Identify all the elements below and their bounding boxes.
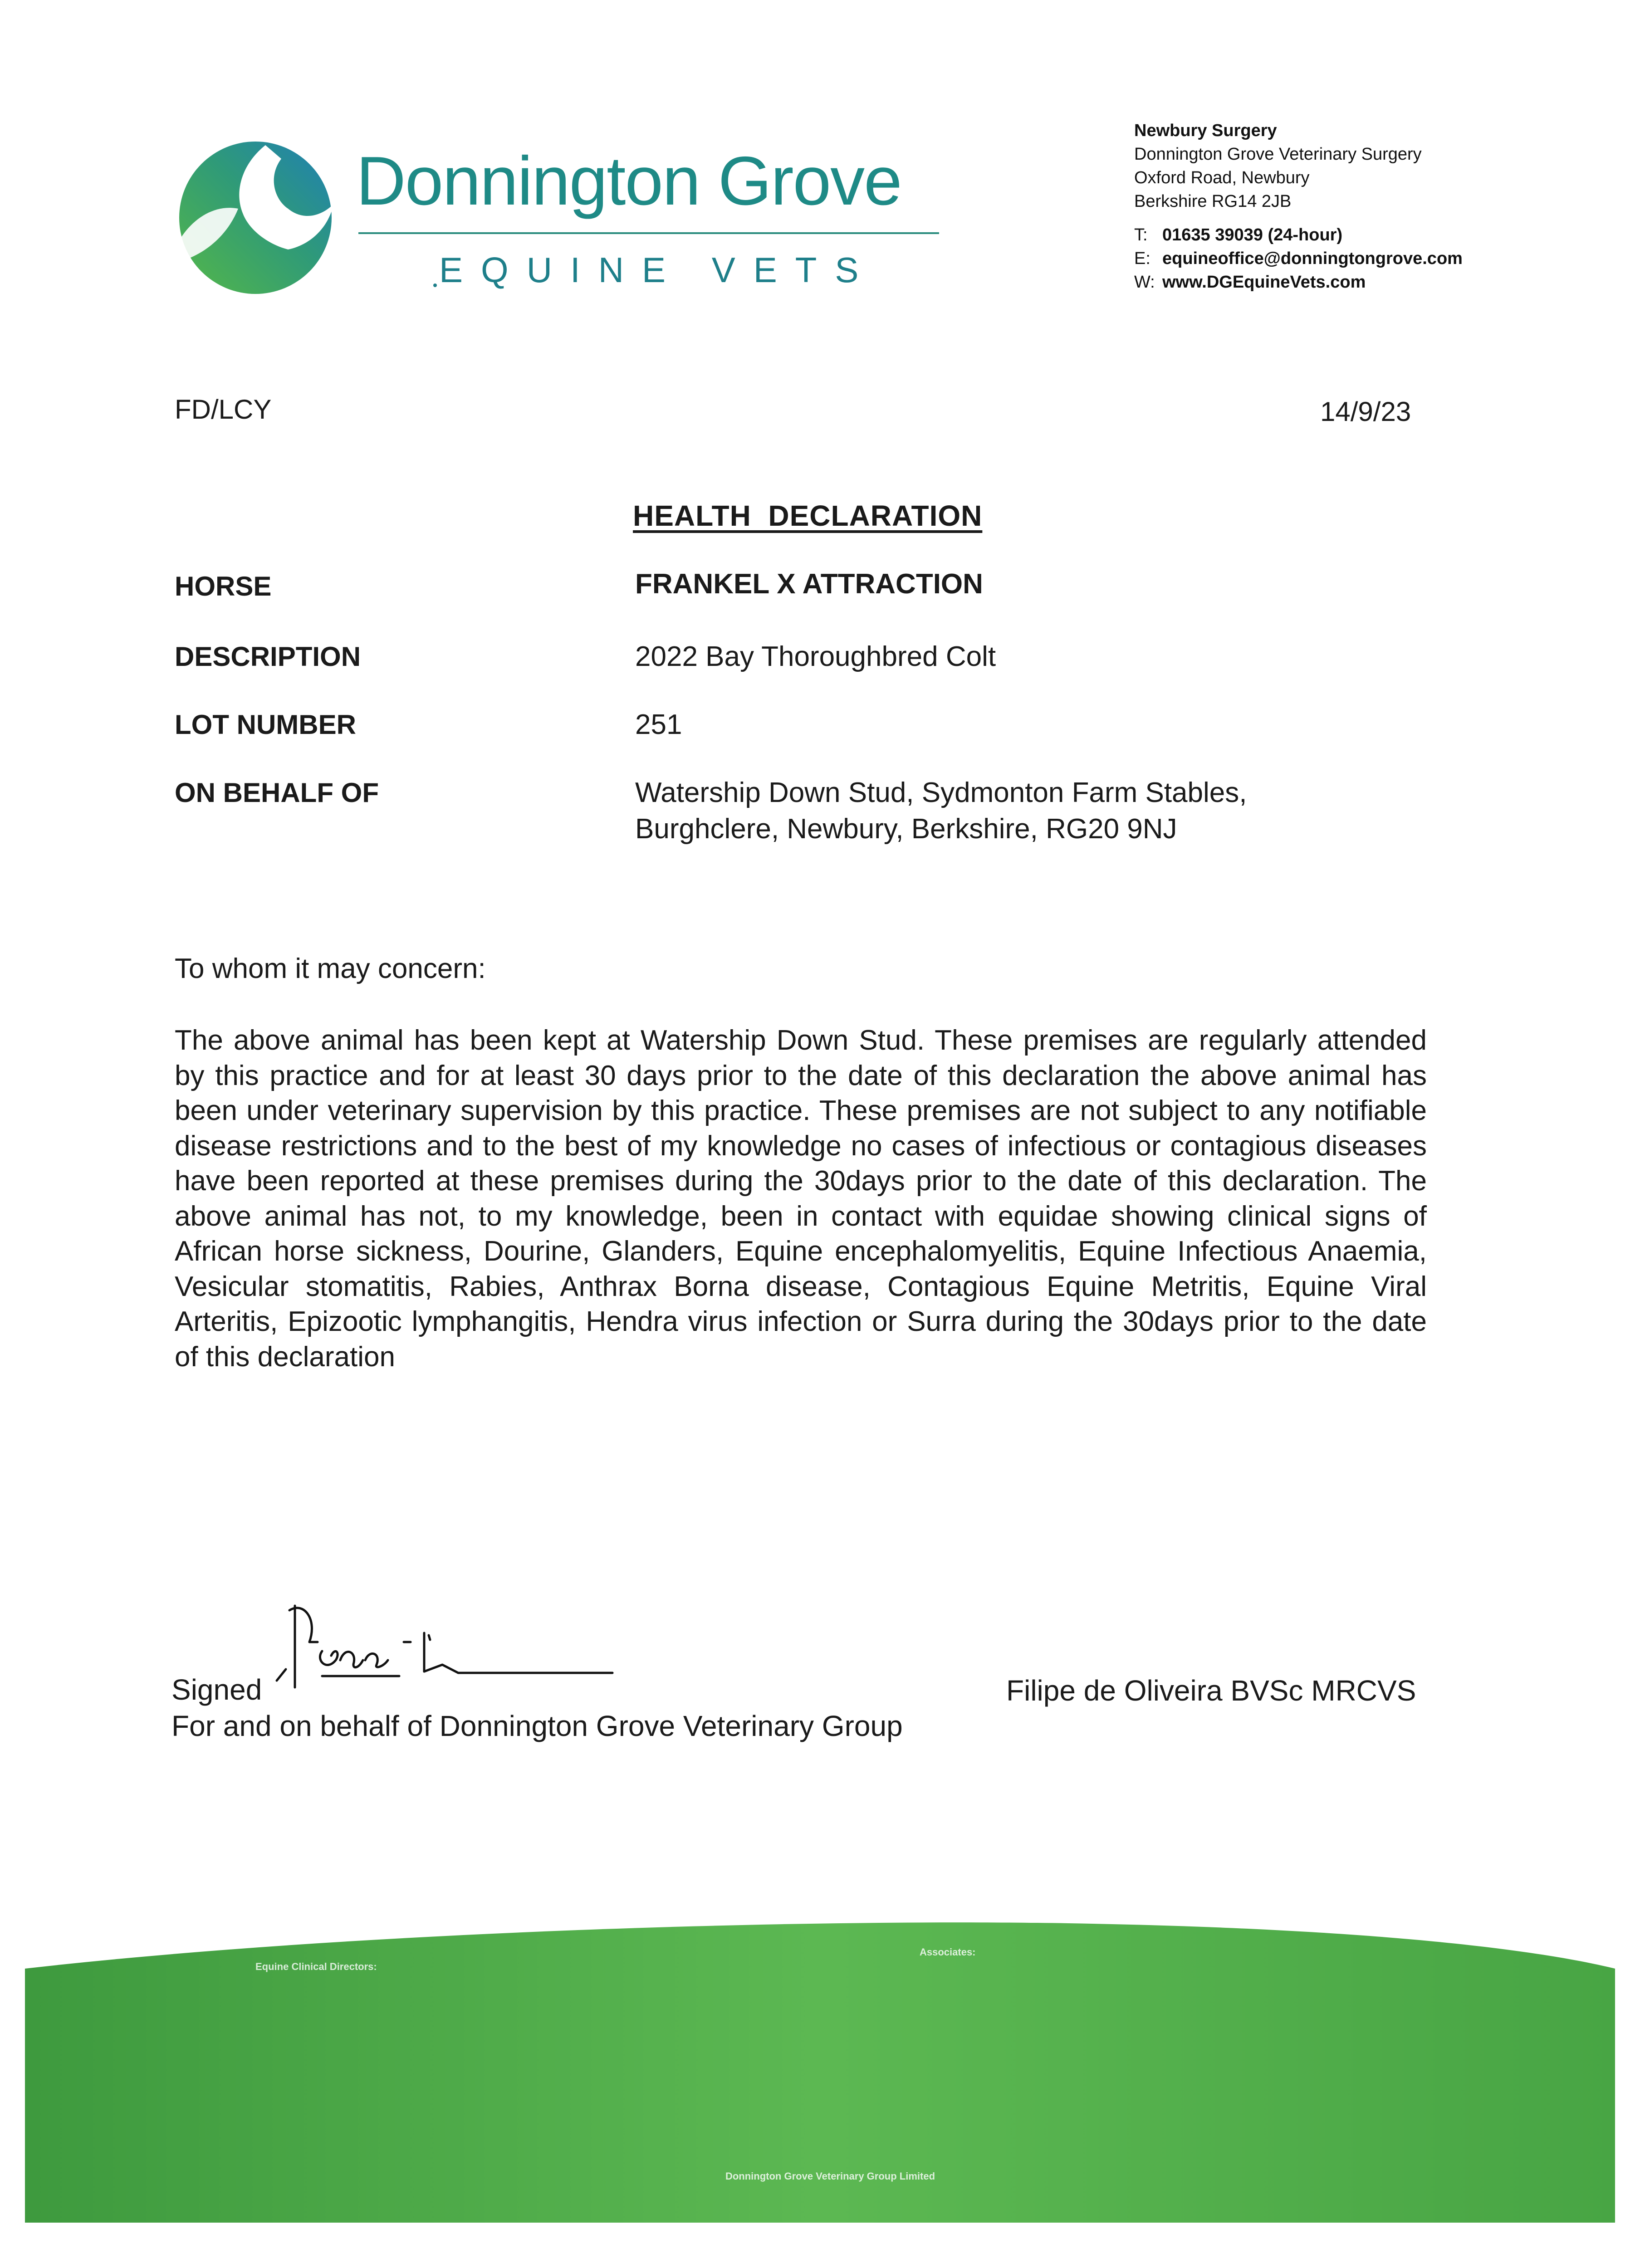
- field-label-horse: HORSE: [175, 571, 272, 601]
- company-line: Donnington Grove Veterinary Group Limited: [725, 2170, 935, 2182]
- brand-logo-icon: [175, 136, 336, 299]
- associates-heading: Associates:: [920, 1946, 976, 1958]
- address-line: Oxford Road, Newbury: [1134, 168, 1310, 187]
- brand-divider: [358, 232, 939, 234]
- field-value-horse: FRANKEL X ATTRACTION: [635, 568, 983, 600]
- address-line: Burghclere, Newbury, Berkshire, RG20 9NJ: [635, 813, 1177, 845]
- field-label-description: DESCRIPTION: [175, 641, 361, 672]
- document-date: 14/9/23: [1320, 396, 1411, 427]
- email-label: E:: [1134, 249, 1150, 268]
- phone-number: 01635 39039 (24-hour): [1162, 225, 1343, 244]
- brand-dot: [433, 284, 437, 287]
- on-behalf-statement: For and on behalf of Donnington Grove Veterinary Group: [171, 1710, 903, 1742]
- footer-associates: [920, 1943, 1419, 1961]
- website: www.DGEquineVets.com: [1162, 273, 1366, 292]
- handwritten-signature: [268, 1592, 622, 1696]
- reference-code: FD/LCY: [175, 394, 272, 425]
- directors-heading: Equine Clinical Directors:: [255, 1961, 377, 1972]
- web-label: W:: [1134, 273, 1155, 292]
- signed-label: Signed: [171, 1673, 262, 1706]
- field-value-on-behalf-of: [635, 775, 1247, 847]
- contact-details: [1134, 223, 1463, 294]
- field-label-lot-number: LOT NUMBER: [175, 709, 356, 740]
- field-value-description: 2022 Bay Thoroughbred Colt: [635, 641, 996, 672]
- field-label-on-behalf-of: ON BEHALF OF: [175, 777, 379, 808]
- surgery-name: Newbury Surgery: [1134, 121, 1277, 140]
- signatory-name: Filipe de Oliveira BVSc MRCVS: [1006, 1674, 1416, 1707]
- phone-label: T:: [1134, 225, 1148, 244]
- address-line: Watership Down Stud, Sydmonton Farm Stables,: [635, 777, 1247, 808]
- footer-company: [377, 2168, 1284, 2185]
- address-line: Berkshire RG14 2JB: [1134, 192, 1292, 211]
- salutation: To whom it may concern:: [175, 953, 486, 984]
- footer-directors: [255, 1957, 822, 1976]
- practice-address: [1134, 119, 1422, 213]
- field-value-lot-number: 251: [635, 709, 682, 740]
- brand-name: Donnington Grove: [356, 142, 901, 220]
- document-title: HEALTH DECLARATION: [633, 499, 983, 532]
- brand-tagline: EQUINE VETS: [439, 250, 877, 290]
- address-line: Donnington Grove Veterinary Surgery: [1134, 145, 1422, 164]
- email-address: equineoffice@donningtongrove.com: [1162, 249, 1463, 268]
- declaration-body: The above animal has been kept at Watership Down Stud. These premises are regularly attended by this practice and for at least 30 days prior to the date of this declaration the above animal has been under veterinary supervision by this practice. These premises are not subject to any notifiable disease restrictions and to the best of my knowledge no cases of infectious or contagious diseases have been reported at these premises during the 30days prior to the date of this declaration. The above animal has not, to my knowledge, been in contact with equidae showing clinical signs of African horse sickness, Dourine, Glanders, Equine encephalomyelitis, Equine Infectious Anaemia, Vesicular stomatitis, Rabies, Anthrax Borna disease, Contagious Equine Metritis, Equine Viral Arteritis, Epizootic lymphangitis, Hendra virus infection or Surra during the 30days prior to the date of this declaration: [175, 1025, 1427, 1373]
